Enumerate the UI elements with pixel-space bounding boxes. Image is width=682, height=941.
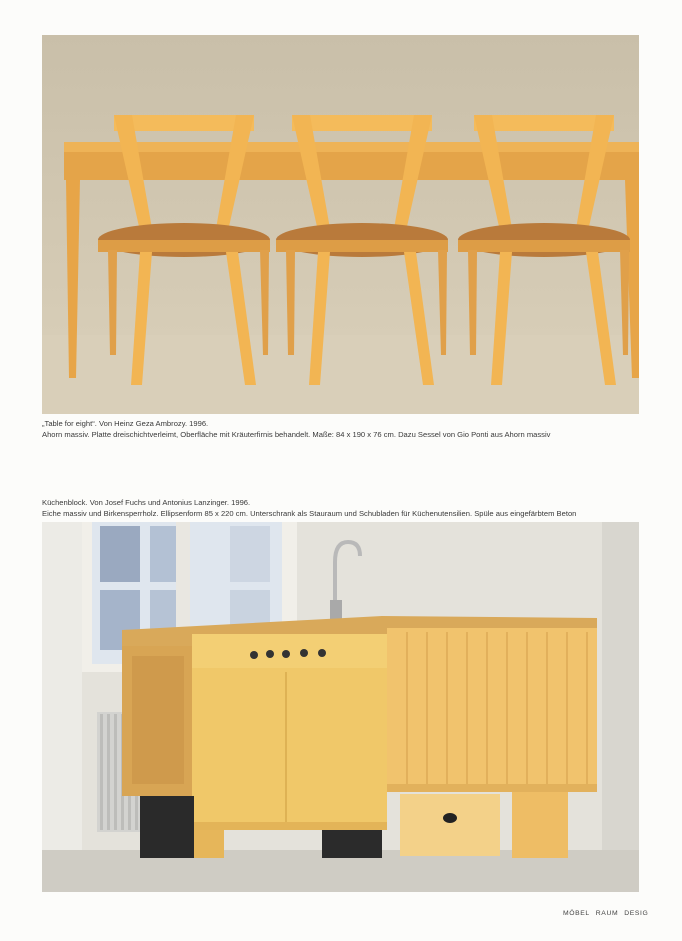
photo-top-caption-title: „Table for eight“. Von Heinz Geza Ambrozy. 1996. xyxy=(42,419,209,428)
photo-top-caption-details: Ahorn massiv. Platte dreischichtverleimt, Oberfläche mit Kräuterfirnis behandelt. Maße: 84 x 190 x 76 cm. Dazu Sessel von Gio Ponti aus Ahorn massiv xyxy=(42,430,551,439)
photo-bottom-caption xyxy=(42,497,576,519)
photo-bottom-caption-details: Eiche massiv und Birkensperrholz. Ellipsenform 85 x 220 cm. Unterschrank als Stauraum und Schubladen für Küchenutensilien. Spüle aus eingefärbtem Beton xyxy=(42,509,577,518)
footer-item-raum: RAUM xyxy=(595,910,619,917)
footer-item-moebel: MÖBEL xyxy=(563,910,590,917)
photo-top-caption xyxy=(42,418,550,440)
footer-item-design: DESIG xyxy=(624,910,649,917)
kitchen-block-photo xyxy=(42,522,639,892)
photo-bottom-caption-title: Küchenblock. Von Josef Fuchs und Antonius Lanzinger. 1996. xyxy=(42,498,251,507)
table-chairs-photo xyxy=(42,35,639,414)
page-footer xyxy=(563,910,649,917)
